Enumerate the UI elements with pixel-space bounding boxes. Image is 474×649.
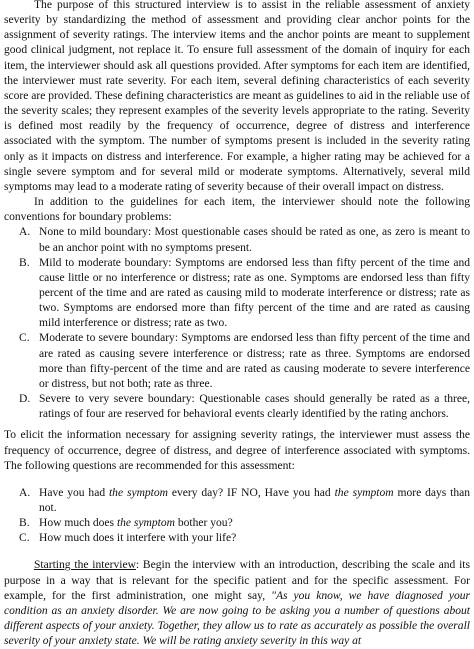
boundary-intro-paragraph: In addition to the guidelines for each item, the interviewer should note the following conventions for boundary problems:: [4, 196, 470, 224]
intro-paragraph: The purpose of this structured interview is to assist in the reliable assessment of anxiety severity by standardizing the method of assessment and providing clear anchor points for the assignment of severity ratings. The interview items and the anchor points are meant to supplement good clinical judgment, not replace it. To ensure full assessment of the domain of inquiry for each item, the interviewer should ask all questions provided. After symptoms for each item are identified, the interviewer must rate severity. For each item, several defining characteristics of each severity score are provided. These defining characteristics are meant as guidelines to aid in the reliable use of the severity scales; they represent examples of the severity levels appropriate to the rating. Severity is defined most readily by the frequency of occurrence, degree of distress and interference associated with the symptom. The number of symptoms present is included in the severity rating only as it impacts on distress and interference. For example, a higher rating may be achieved for a single severe symptom and for several mild or moderate symptoms. Alternatively, several mild symptoms may lead to a moderate rating of severity because of their overall impact on distress.: [4, 0, 470, 193]
elicit-paragraph: To elicit the information necessary for assigning severity ratings, the interviewer must assess the frequency of occurrence, degree of distress, and degree of interference associated with symptoms. The following questions are recommended for this assessment:: [4, 429, 470, 472]
questions-list: [4, 486, 470, 547]
list-item-text: None to mild boundary: Most questionable cases should be rated as one, as zero is meant to be an anchor point with no symptoms present.: [39, 226, 470, 254]
boundary-list: [4, 225, 470, 422]
question-c: [4, 531, 470, 546]
list-label: B.: [19, 517, 30, 530]
list-item-text: Mild to moderate boundary: Symptoms are endorsed less than fifty percent of the time and cause little or no interference or distress; rate as one. Symptoms are endorsed less than fifty percent of the time and are rated as causing mild to moderate interference or distress; rate as two. Symptoms are endorsed more than fifty percent of the time and are rated as causing mild interference or distress; rate as two.: [39, 256, 470, 330]
boundary-item-a: [4, 225, 470, 255]
list-item-text: Moderate to severe boundary: Symptoms are endorsed less than fifty percent of the time and are rated as causing severe interference or distress; rate as three. Symptoms are endorsed more than fifty-percent of the time and are rated as causing moderate to severe interference or distress, but not both; rate as three.: [39, 332, 470, 390]
section-heading: Starting the interview: [34, 559, 136, 572]
question-a: A. Have you had the symptom every day? IF NO, Have you had the symptom more days than not.: [19, 486, 471, 514]
list-label: C.: [19, 532, 30, 545]
boundary-item-d: [4, 392, 470, 422]
boundary-item-b: [4, 256, 470, 332]
list-item-text: Severe to very severe boundary: Questionable cases should generally be rated as a three, ratings of four are reserved for behavioral events clearly identified by the rating anchors.: [39, 393, 470, 421]
question-b: B. How much does the symptom bother you?: [4, 516, 470, 531]
example-quote: "As you know, we have diagnosed your condition as an anxiety disorder. We are now going to be asking you a number of questions about different aspects of your anxiety. Together, they allow us to rate as accurately as possible the overall severity of your anxiety state. We will be rating anxiety severity in this way at: [4, 589, 470, 648]
document-page: [4, 0, 470, 649]
list-label: A.: [19, 486, 31, 499]
starting-paragraph: Starting the interview: Begin the interview with an introduction, describing the scale and its purpose in a way that is relevant for the specific patient and for the specific assessment. For example, for the first administration, one might say, "As you know, we have diagnosed your condition as an anxiety disorder. We are now going to be asking you a number of questions about different aspects of your anxiety. Together, they allow us to rate as accurately as possible the overall severity of your anxiety state. We will be rating anxiety severity in this way at: [4, 559, 470, 648]
boundary-item-c: [4, 331, 470, 392]
list-label: B.: [19, 256, 30, 269]
list-label: A.: [19, 226, 31, 239]
list-label: D.: [19, 393, 31, 406]
list-label: C.: [19, 332, 30, 345]
list-item-text: How much does it interfere with your life?: [39, 532, 237, 545]
